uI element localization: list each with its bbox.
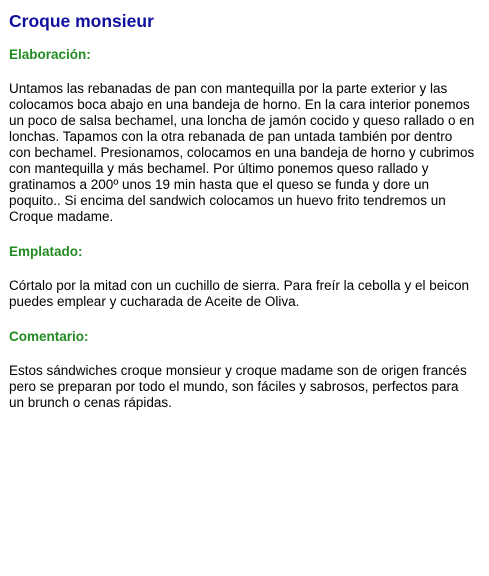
section-heading-emplatado: Emplatado: [9, 244, 83, 259]
section-elaboracion [9, 46, 475, 225]
section-body-emplatado: Córtalo por la mitad con un cuchillo de sierra. Para freír la cebolla y el beicon puedes emplear y cucharada de Aceite de Oliva. [9, 278, 469, 309]
recipe-title: Croque monsieur [9, 11, 154, 31]
section-heading-elaboracion: Elaboración: [9, 47, 91, 62]
section-emplatado [9, 243, 475, 310]
section-body-elaboracion: Untamos las rebanadas de pan con mantequilla por la parte exterior y las colocamos boca abajo en una bandeja de horno. En la cara interior ponemos un poco de salsa bechamel, una loncha de jamón cocido y queso rallado o en lonchas. Tapamos con la otra rebanada de pan untada también por dentro con bechamel. Presionamos, colocamos en una bandeja de horno y cubrimos con mantequilla y más bechamel. Por último ponemos queso rallado y gratinamos a 200º unos 19 min hasta que el queso se funda y dore un poquito.. Si encima del sandwich colocamos un huevo frito tendremos un Croque madame. [9, 81, 475, 224]
section-body-comentario: Estos sándwiches croque monsieur y croque madame son de origen francés pero se preparan por todo el mundo, son fáciles y sabrosos, perfectos para un brunch o cenas rápidas. [9, 363, 467, 410]
section-heading-comentario: Comentario: [9, 329, 89, 344]
section-comentario [9, 328, 475, 411]
